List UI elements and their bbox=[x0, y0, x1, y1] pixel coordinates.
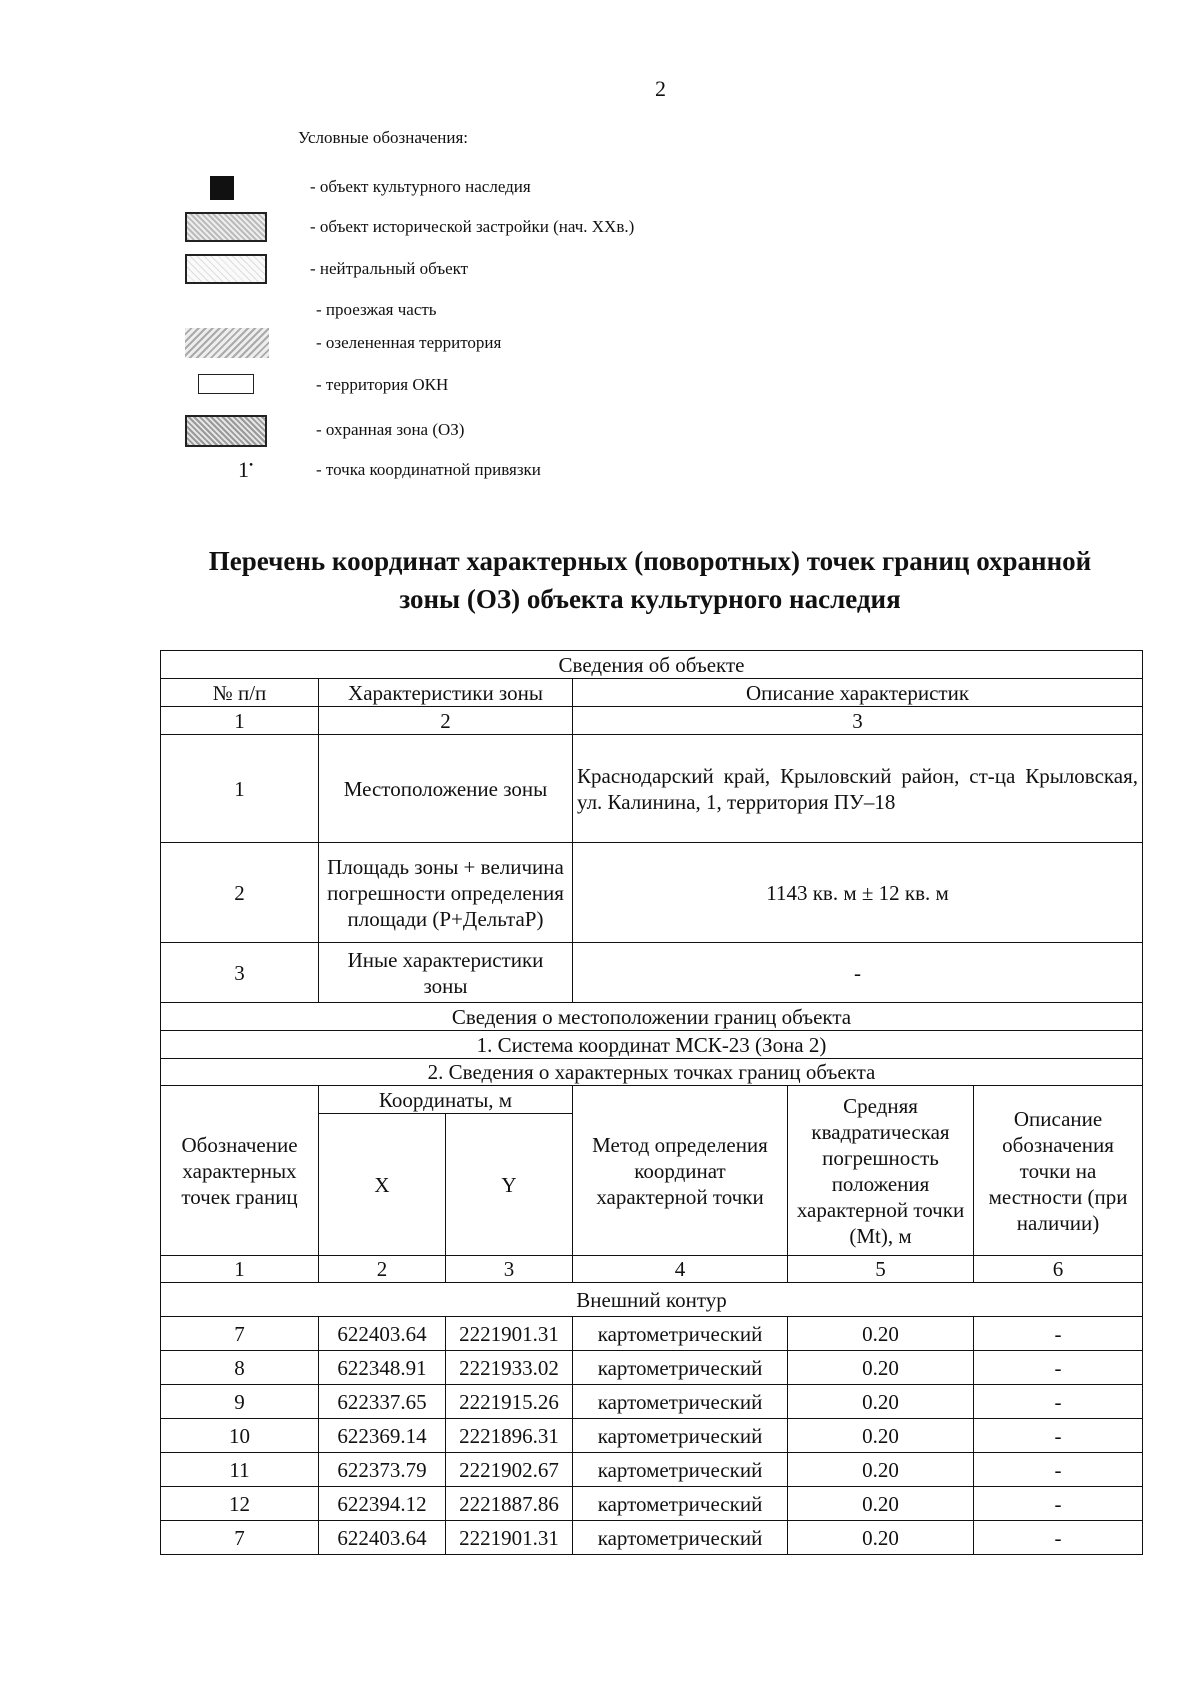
point-marker-icon: 1• bbox=[238, 457, 254, 482]
legend-label: - объект исторической застройки (нач. XXв.) bbox=[310, 217, 635, 236]
legend-label: - объект культурного наследия bbox=[310, 177, 531, 196]
column-number: 1 bbox=[161, 707, 319, 735]
legend-label: - территория ОКН bbox=[316, 375, 449, 394]
coordinates-table: Сведения об объекте № п/п Характеристики зоны Описание характеристик 1 2 3 1 Местоположение зоны Краснодарский край, Крыловский район, ст-ца Крыловская, ул. Калинина, 1, территория ПУ–18 2 Площадь зоны + величина погрешности определения площади (Р+ДельтаР) 1143 кв. м ± 12 кв. м 3 Иные характеристики зоны - Сведения о местоположении границ объекта 1. Система координат МСК-23 (Зона 2) 2. Сведения о характерных точках границ объекта Обозначение характерных точек границ Координаты, м Метод определения координат характерной точки Средняя квадратическая погрешность положения характерной точки (Mt), м Описание обозначения точки на местности (при наличии) X Y 1 2 3 4 5 6 Внешний контур 7 622403.64 2221901.31 картометрический 0.20 - 8 622348.91 2221933.02 картометрический 0.20 - 9 622337.65 2221915.26 картометрический 0.20 - 10 622369.14 2221896.31 картометрический 0.20 - 11 622373.79 2221902.67 картометрический 0.20 - 12 622394.12 2221887.86 картометрический 0.20 - 7 622403.64 2221901.31 картометрический 0.20 - bbox=[160, 650, 1143, 1555]
points-header: 2. Сведения о характерных точках границ объекта bbox=[161, 1059, 1143, 1086]
table-row: 10 622369.14 2221896.31 картометрический 0.20 - bbox=[161, 1419, 1143, 1453]
table-row: 7 622403.64 2221901.31 картометрический 0.20 - bbox=[161, 1317, 1143, 1351]
document-title: Перечень координат характерных (поворотных) точек границ охранной зоны (ОЗ) объекта культурного наследия bbox=[208, 546, 1092, 614]
legend-item bbox=[180, 293, 820, 327]
description-header: Описание обозначения точки на местности (при наличии) bbox=[974, 1086, 1143, 1256]
coordinate-system: 1. Система координат МСК-23 (Зона 2) bbox=[161, 1031, 1143, 1059]
designation-header: Обозначение характерных точек границ bbox=[161, 1086, 319, 1256]
legend-item bbox=[180, 368, 820, 402]
legend-label: - нейтральный объект bbox=[310, 259, 469, 278]
page-number: 2 bbox=[655, 76, 666, 101]
table-row: 2 Площадь зоны + величина погрешности определения площади (Р+ДельтаР) 1143 кв. м ± 12 кв. м bbox=[161, 843, 1143, 943]
y-header: Y bbox=[446, 1114, 573, 1256]
legend-item bbox=[180, 453, 820, 487]
column-number: 2 bbox=[319, 707, 573, 735]
table-row: 11 622373.79 2221902.67 картометрический 0.20 - bbox=[161, 1453, 1143, 1487]
legend-item bbox=[180, 210, 820, 244]
legend-label: - озелененная территория bbox=[316, 333, 502, 352]
legend-label: - проезжая часть bbox=[316, 300, 437, 319]
legend-item bbox=[180, 413, 820, 447]
table-row: 1 Местоположение зоны Краснодарский край, Крыловский район, ст-ца Крыловская, ул. Калинина, 1, территория ПУ–18 bbox=[161, 735, 1143, 843]
legend-title: Условные обозначения: bbox=[298, 128, 469, 147]
error-header: Средняя квадратическая погрешность положения характерной точки (Mt), м bbox=[788, 1086, 974, 1256]
hatched-rectangle-icon bbox=[180, 210, 270, 244]
black-square-icon bbox=[180, 170, 270, 204]
coords-header: Координаты, м bbox=[319, 1086, 573, 1114]
light-hatched-rectangle-icon bbox=[180, 252, 270, 286]
column-header: № п/п bbox=[161, 679, 319, 707]
object-header: Сведения об объекте bbox=[161, 651, 1143, 679]
legend-label: - точка координатной привязки bbox=[316, 460, 541, 479]
column-number: 3 bbox=[573, 707, 1143, 735]
column-header: Характеристики зоны bbox=[319, 679, 573, 707]
legend-item bbox=[180, 252, 820, 286]
green-area-icon bbox=[180, 326, 270, 360]
protection-zone-icon bbox=[180, 413, 270, 447]
x-header: X bbox=[319, 1114, 446, 1256]
method-header: Метод определения координат характерной точки bbox=[573, 1086, 788, 1256]
legend-item bbox=[180, 326, 820, 360]
table-row: 7 622403.64 2221901.31 картометрический 0.20 - bbox=[161, 1521, 1143, 1555]
legend-item bbox=[180, 170, 820, 204]
table-row: 9 622337.65 2221915.26 картометрический 0.20 - bbox=[161, 1385, 1143, 1419]
legend-label: - охранная зона (ОЗ) bbox=[316, 420, 465, 439]
column-header: Описание характеристик bbox=[573, 679, 1143, 707]
contour-label: Внешний контур bbox=[161, 1283, 1143, 1317]
empty-rectangle-icon bbox=[180, 368, 270, 402]
table-row: 8 622348.91 2221933.02 картометрический 0.20 - bbox=[161, 1351, 1143, 1385]
table-row: 3 Иные характеристики зоны - bbox=[161, 943, 1143, 1003]
table-row: 12 622394.12 2221887.86 картометрический 0.20 - bbox=[161, 1487, 1143, 1521]
location-header: Сведения о местоположении границ объекта bbox=[161, 1003, 1143, 1031]
